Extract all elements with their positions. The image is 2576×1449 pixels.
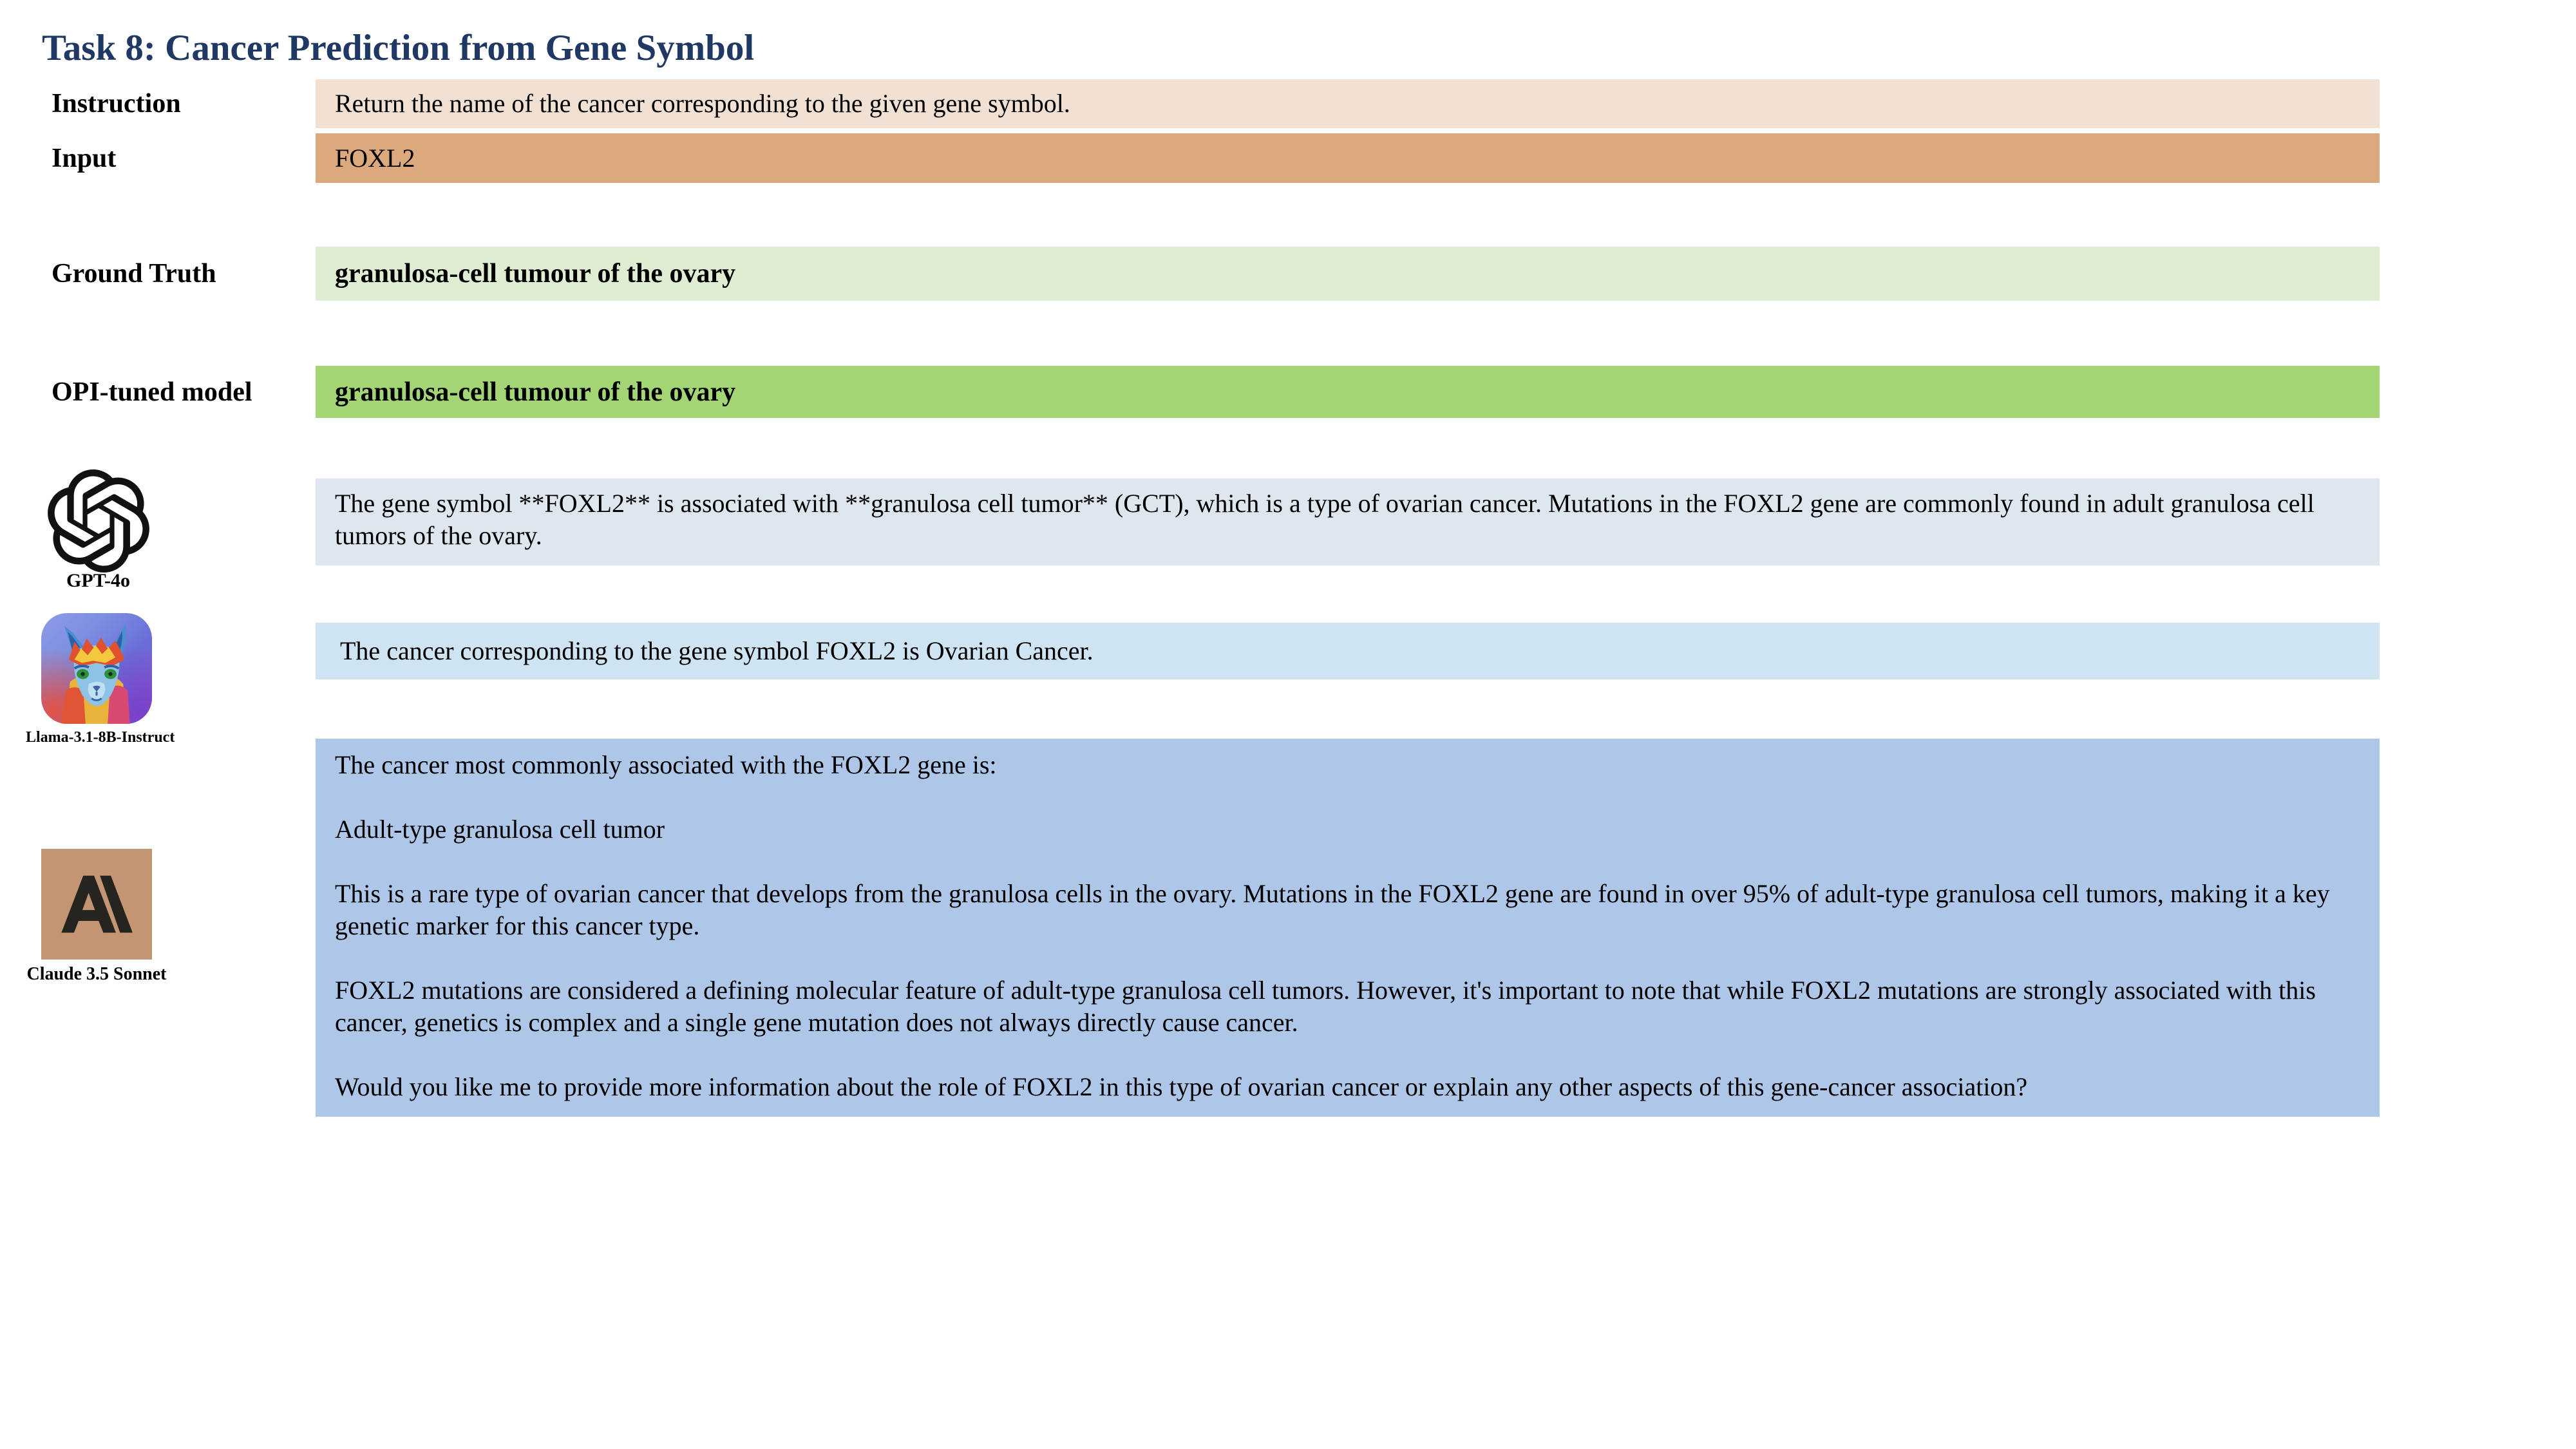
opi-model-box: granulosa-cell tumour of the ovary — [316, 366, 2380, 418]
claude-paragraph: This is a rare type of ovarian cancer that develops from the granulosa cells in the ovary. Mutations in the FOXL2 gene are found in over 95% of adult-type granulosa cell tumors, making it a key genetic marker for this cancer type. — [335, 879, 2330, 940]
anthropic-logo-icon — [41, 849, 152, 960]
claude-paragraph: The cancer most commonly associated with the FOXL2 gene is: — [335, 750, 997, 779]
opi-model-label: OPI-tuned model — [52, 377, 252, 407]
input-label: Input — [52, 143, 117, 173]
input-box: FOXL2 — [316, 133, 2380, 183]
instruction-label: Instruction — [52, 89, 181, 118]
llama-response-box: The cancer corresponding to the gene symbol FOXL2 is Ovarian Cancer. — [316, 623, 2380, 679]
claude-paragraph: Adult-type granulosa cell tumor — [335, 815, 665, 844]
claude-caption: Claude 3.5 Sonnet — [26, 964, 167, 984]
claude-paragraph: Would you like me to provide more information about the role of FOXL2 in this type of ovarian cancer or explain any other aspects of this gene-cancer association? — [335, 1072, 2028, 1101]
gpt4o-caption: GPT-4o — [66, 570, 130, 591]
page-title: Task 8: Cancer Prediction from Gene Symbol — [42, 28, 755, 68]
llama-caption: Llama-3.1-8B-Instruct — [26, 729, 175, 746]
gpt4o-response-box: The gene symbol **FOXL2** is associated with **granulosa cell tumor** (GCT), which is a type of ovarian cancer. Mutations in the FOXL2 gene are commonly found in adult granulosa cell tumors of the ovary. — [316, 478, 2380, 565]
ground-truth-label: Ground Truth — [52, 259, 216, 289]
openai-logo-icon — [45, 468, 151, 574]
ground-truth-box: granulosa-cell tumour of the ovary — [316, 247, 2380, 301]
instruction-box: Return the name of the cancer corresponding to the given gene symbol. — [316, 79, 2380, 128]
llama-logo-icon — [41, 613, 152, 724]
claude-paragraph: FOXL2 mutations are considered a defining molecular feature of adult-type granulosa cell tumors. However, it's important to note that while FOXL2 mutations are strongly associated with this cancer, genetics is complex and a single gene mutation does not always directly cause cancer. — [335, 976, 2316, 1037]
claude-response-box — [316, 739, 2380, 1117]
